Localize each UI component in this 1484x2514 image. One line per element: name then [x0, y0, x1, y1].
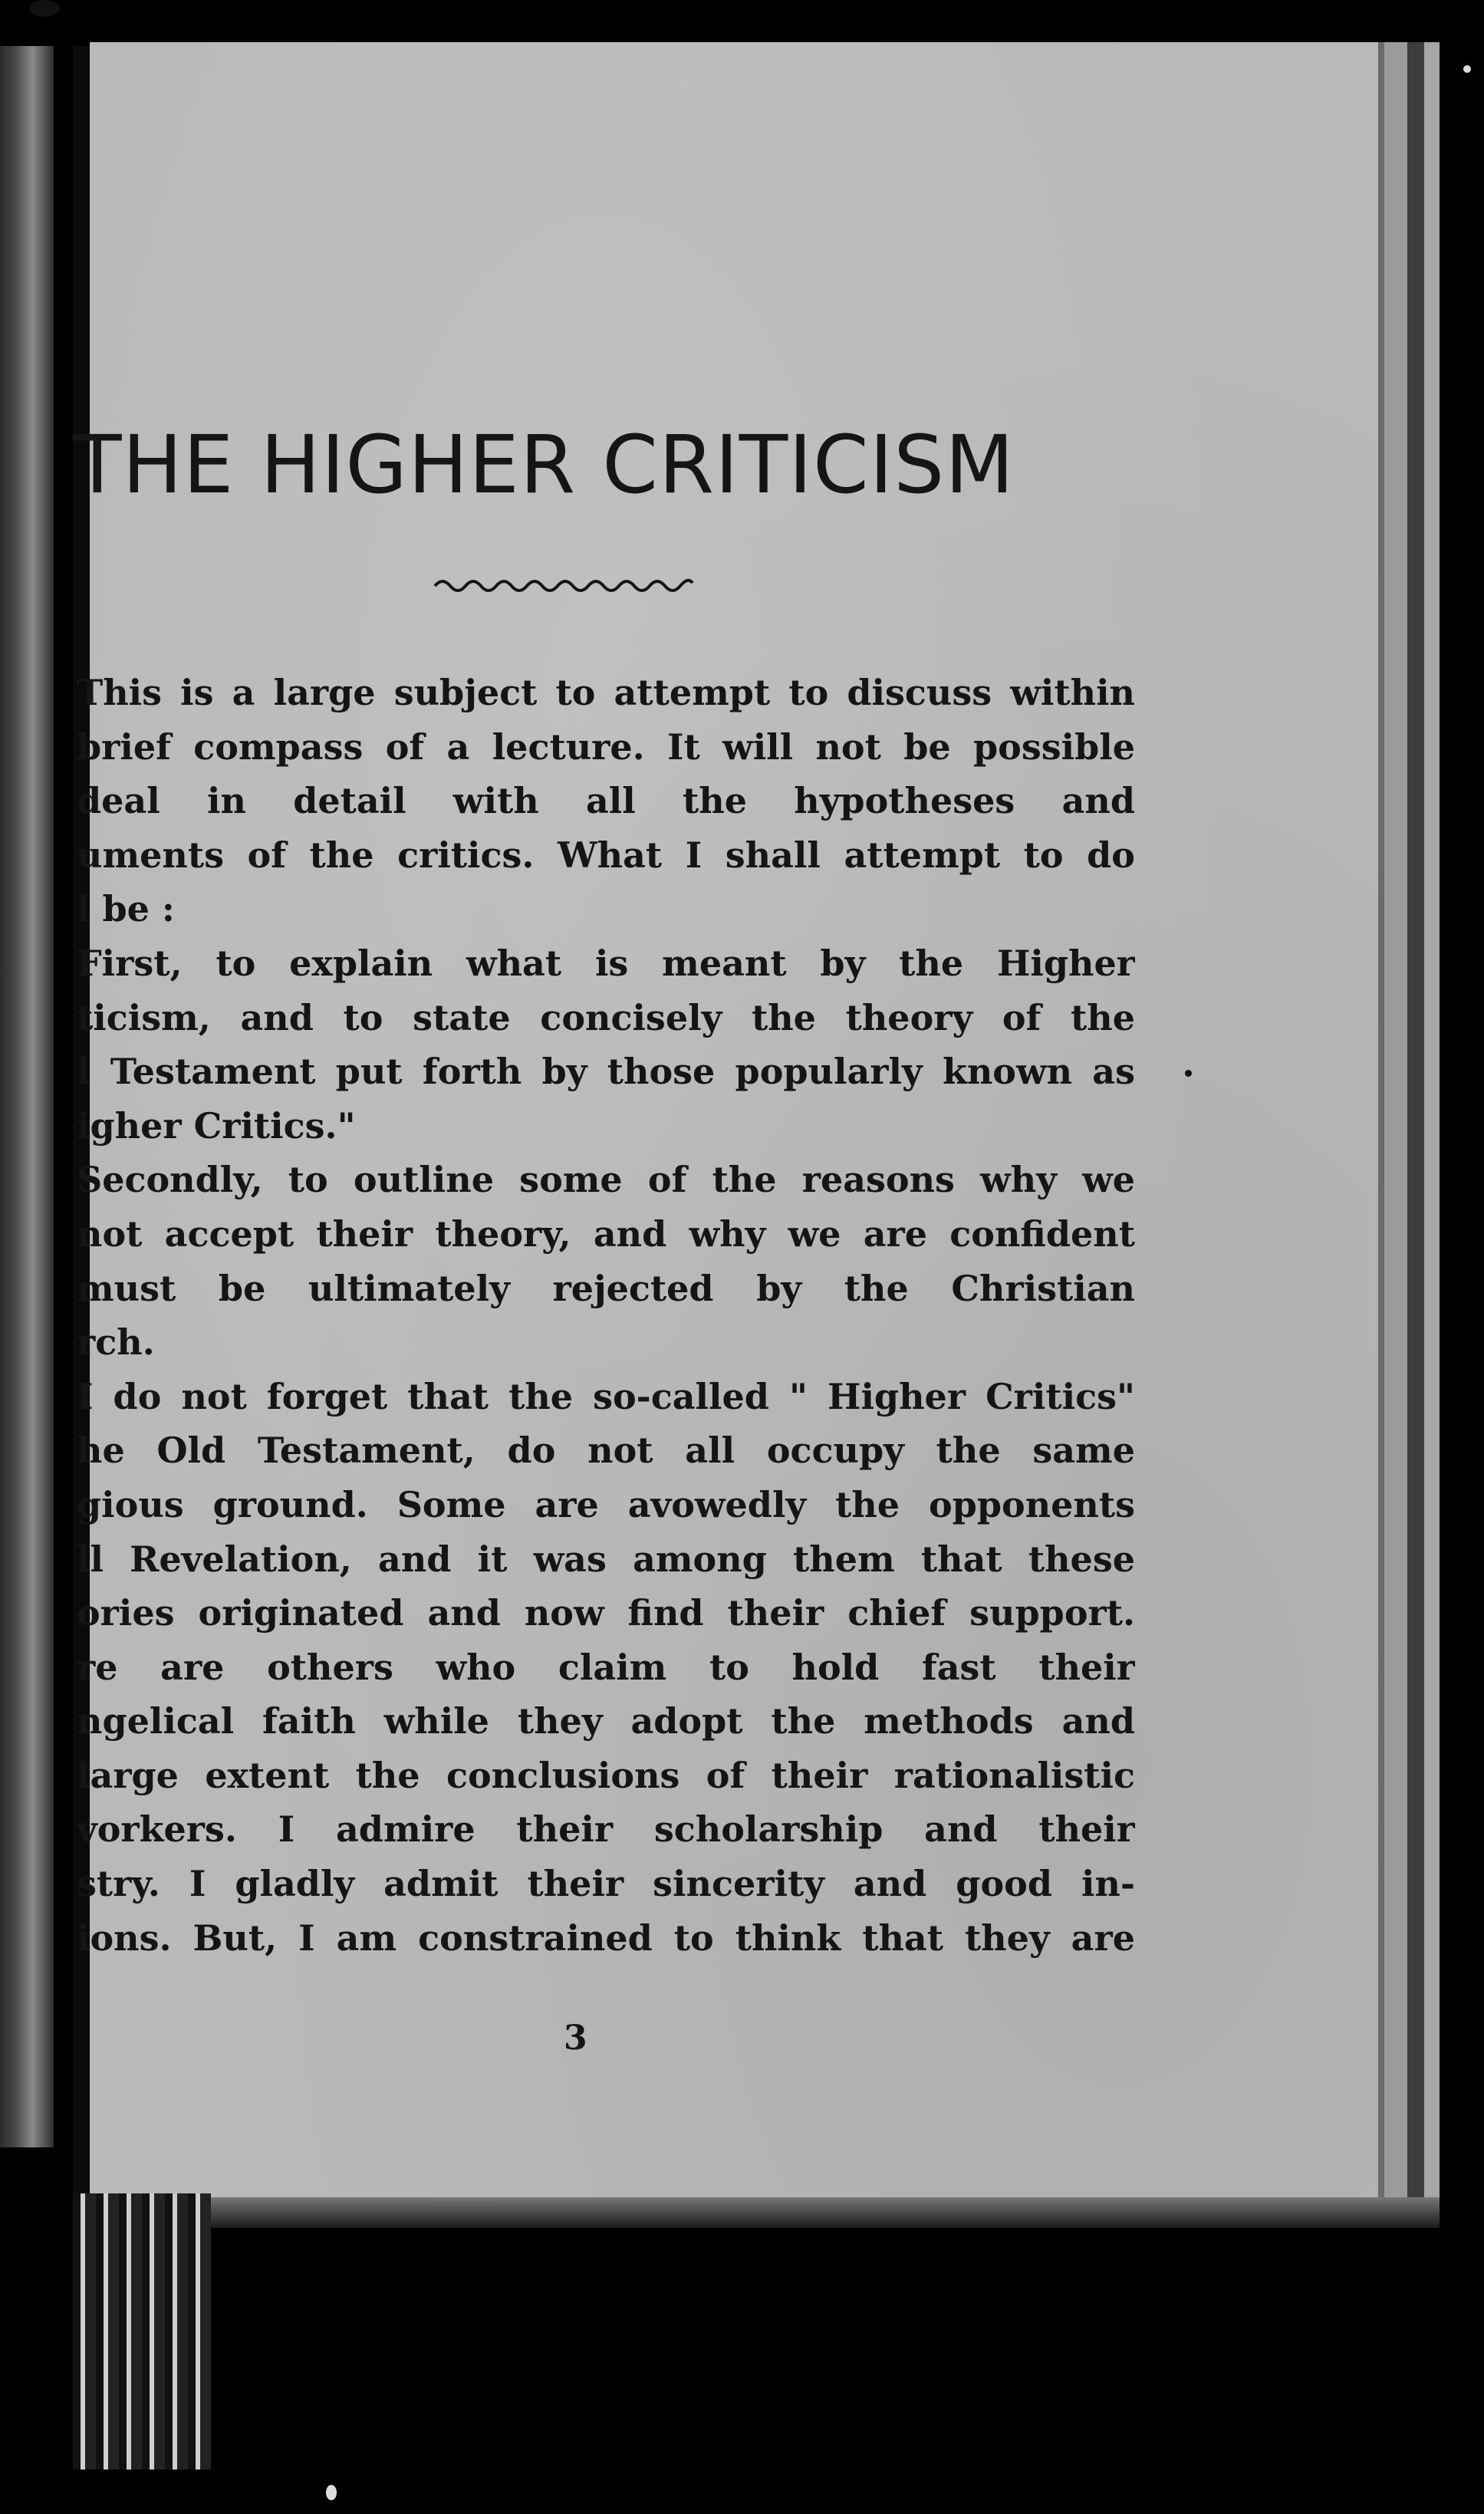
scan-speck — [1185, 1070, 1192, 1077]
text-line: uments of the critics. What I shall attempt to do — [77, 834, 1135, 876]
text-line: stry. I gladly admit their sincerity and good in- — [77, 1863, 1135, 1905]
text-line: re are others who claim to hold fast their — [77, 1646, 1135, 1688]
text-line: deal in detail with all the hypotheses and — [77, 780, 1135, 822]
text-line: Secondly, to outline some of the reasons why we — [77, 1159, 1135, 1201]
left-page-margin — [0, 46, 54, 2147]
page-title: THE HIGHER CRITICISM — [73, 418, 1015, 512]
text-line: l be : — [77, 888, 175, 930]
text-line: ll Revelation, and it was among them that these — [77, 1538, 1135, 1580]
text-line: igher Critics." — [77, 1104, 356, 1147]
body-text — [77, 666, 1135, 1965]
text-line: ngelical faith while they adopt the methods and — [77, 1700, 1135, 1742]
text-line: First, to explain what is meant by the Higher — [77, 942, 1135, 984]
text-line: must be ultimately rejected by the Christian — [77, 1267, 1135, 1309]
text-line: This is a large subject to attempt to discuss within — [77, 672, 1135, 713]
text-line: ticism, and to state concisely the theory of the — [77, 996, 1135, 1038]
text-line: brief compass of a lecture. It will not be possible — [77, 726, 1135, 768]
text-line: rch. — [77, 1321, 155, 1364]
page-edge — [1384, 42, 1407, 2213]
book-binding-threads — [73, 2193, 211, 2470]
text-line: vorkers. I admire their scholarship and their — [77, 1808, 1135, 1851]
text-line: l Testament put forth by those popularly known as — [77, 1051, 1135, 1093]
text-line: ories originated and now find their chief support. — [77, 1592, 1135, 1634]
scan-speck — [1463, 65, 1471, 73]
page-edge — [1424, 42, 1440, 2220]
text-line: not accept their theory, and why we are confident — [77, 1213, 1135, 1255]
text-line: ions. But, I am constrained to think that they are — [77, 1917, 1135, 1959]
page-edge — [1407, 42, 1424, 2213]
scan-speck — [326, 2485, 337, 2500]
page-number: 3 — [564, 2019, 587, 2058]
scan-speck — [29, 0, 60, 17]
wavy-rule-ornament — [433, 574, 694, 597]
text-line: I do not forget that the so-called " Higher Critics" — [77, 1375, 1135, 1417]
page-bottom-shadow — [90, 2197, 1440, 2228]
text-line: large extent the conclusions of their rationalistic — [77, 1754, 1135, 1796]
text-line: gious ground. Some are avowedly the opponents — [77, 1483, 1135, 1525]
text-line: he Old Testament, do not all occupy the same — [77, 1430, 1135, 1472]
